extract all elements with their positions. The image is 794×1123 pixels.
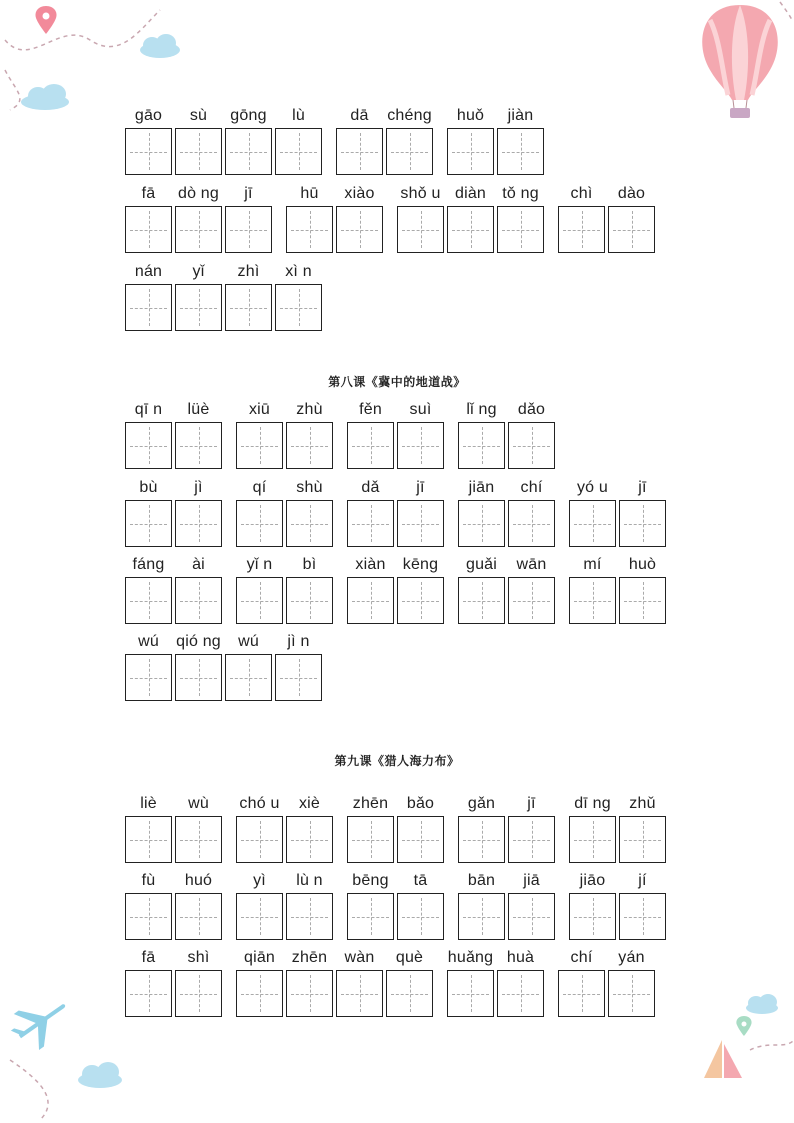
tianzige-writing-box[interactable]	[236, 893, 283, 940]
pinyin-syllable: dào	[617, 185, 646, 202]
tianzige-writing-box[interactable]	[508, 816, 555, 863]
writing-boxes	[569, 577, 666, 624]
bottom-right-decoration	[690, 990, 794, 1123]
pinyin-syllable: yì	[253, 872, 266, 889]
dashed-path-icon	[5, 70, 20, 110]
word-group	[125, 794, 222, 874]
tianzige-writing-box[interactable]	[236, 577, 283, 624]
pinyin-syllable: bǎo	[406, 795, 435, 812]
tianzige-writing-box[interactable]	[458, 500, 505, 547]
word-group	[286, 184, 383, 264]
pinyin-syllable: fù	[141, 872, 156, 889]
pinyin-syllable: hū	[300, 185, 319, 202]
pinyin-syllable: qí	[252, 479, 267, 496]
writing-boxes	[458, 422, 555, 469]
pinyin-syllable: suì	[409, 401, 432, 418]
pinyin-syllable: xiào	[344, 185, 375, 202]
tianzige-writing-box[interactable]	[386, 128, 433, 175]
pinyin-syllable: bān	[467, 872, 496, 889]
writing-boxes	[569, 500, 666, 547]
writing-boxes	[397, 206, 544, 253]
word-group	[447, 106, 544, 186]
writing-boxes	[125, 577, 222, 624]
writing-boxes	[236, 500, 333, 547]
writing-boxes	[236, 577, 333, 624]
tianzige-writing-box[interactable]	[397, 816, 444, 863]
tianzige-writing-box[interactable]	[125, 970, 172, 1017]
tianzige-writing-box[interactable]	[286, 422, 333, 469]
tianzige-writing-box[interactable]	[175, 577, 222, 624]
tianzige-writing-box[interactable]	[569, 500, 616, 547]
word-group	[569, 555, 666, 635]
word-group	[125, 948, 222, 1028]
tianzige-writing-box[interactable]	[175, 500, 222, 547]
tianzige-writing-box[interactable]	[125, 422, 172, 469]
pinyin-syllable: kēng	[402, 556, 439, 573]
writing-boxes	[236, 893, 333, 940]
word-group	[125, 871, 222, 951]
pinyin-syllable: jī	[638, 479, 647, 496]
pinyin-syllable: xiū	[248, 401, 271, 418]
tianzige-writing-box[interactable]	[569, 577, 616, 624]
word-group	[458, 478, 555, 558]
tianzige-writing-box[interactable]	[236, 500, 283, 547]
location-pin-icon	[35, 6, 56, 34]
pinyin-syllable: mí	[583, 556, 602, 573]
tianzige-writing-box[interactable]	[225, 654, 272, 701]
tianzige-writing-box[interactable]	[286, 500, 333, 547]
word-group	[458, 871, 555, 951]
tianzige-writing-box[interactable]	[497, 970, 544, 1017]
word-group	[236, 794, 333, 874]
tianzige-writing-box[interactable]	[458, 816, 505, 863]
tianzige-writing-box[interactable]	[386, 970, 433, 1017]
pinyin-syllable: xiàn	[355, 556, 386, 573]
word-group	[125, 400, 222, 480]
dashed-path-icon	[5, 10, 160, 50]
word-group	[236, 555, 333, 635]
word-group	[347, 794, 444, 874]
dashed-path-icon	[750, 1040, 794, 1050]
tianzige-writing-box[interactable]	[225, 206, 272, 253]
tianzige-writing-box[interactable]	[608, 206, 655, 253]
pinyin-syllable: wù	[188, 795, 209, 812]
tianzige-writing-box[interactable]	[336, 970, 383, 1017]
pinyin-syllable: sù	[189, 107, 208, 124]
writing-boxes	[347, 422, 444, 469]
writing-boxes	[347, 816, 444, 863]
pinyin-syllable: huò	[628, 556, 657, 573]
lesson-title: 第九课《猎人海力布》	[334, 754, 460, 768]
hot-air-balloon-decoration	[680, 0, 794, 130]
pinyin-syllable: lù	[292, 107, 305, 124]
cloud-icon	[21, 84, 69, 110]
pinyin-syllable: zhēn	[291, 949, 328, 966]
pinyin-syllable: jiā	[523, 872, 540, 889]
pinyin-syllable: qī n	[134, 401, 163, 418]
word-group	[347, 555, 444, 635]
writing-boxes	[125, 422, 222, 469]
pinyin-syllable: shù	[296, 479, 323, 496]
tianzige-writing-box[interactable]	[125, 500, 172, 547]
writing-boxes	[558, 970, 655, 1017]
pinyin-syllable: huǎng	[447, 949, 494, 966]
tianzige-writing-box[interactable]	[175, 816, 222, 863]
pinyin-syllable: lüè	[187, 401, 210, 418]
pinyin-syllable: lǐ ng	[466, 401, 497, 418]
word-group	[236, 478, 333, 558]
pinyin-syllable: qiān	[243, 949, 276, 966]
writing-boxes	[569, 816, 666, 863]
pinyin-syllable: xiè	[298, 795, 321, 812]
writing-boxes	[125, 128, 322, 175]
tianzige-writing-box[interactable]	[458, 577, 505, 624]
cloud-icon	[78, 1062, 122, 1088]
tianzige-writing-box[interactable]	[175, 206, 222, 253]
tianzige-writing-box[interactable]	[347, 816, 394, 863]
pinyin-syllable: guǎi	[465, 556, 498, 573]
pinyin-syllable: fáng	[132, 556, 165, 573]
tianzige-writing-box[interactable]	[286, 893, 333, 940]
pinyin-syllable: ài	[192, 556, 205, 573]
tianzige-writing-box[interactable]	[236, 970, 283, 1017]
tianzige-writing-box[interactable]	[347, 577, 394, 624]
pinyin-syllable: lù n	[296, 872, 323, 889]
pinyin-syllable: liè	[140, 795, 157, 812]
tianzige-writing-box[interactable]	[508, 577, 555, 624]
word-group	[236, 400, 333, 480]
tianzige-writing-box[interactable]	[497, 128, 544, 175]
writing-boxes	[125, 284, 322, 331]
pinyin-syllable: dǎo	[517, 401, 546, 418]
tianzige-writing-box[interactable]	[286, 577, 333, 624]
dashed-path-icon	[10, 1060, 48, 1120]
writing-boxes	[236, 970, 433, 1017]
pinyin-syllable: nán	[134, 263, 163, 280]
writing-boxes	[336, 128, 433, 175]
writing-boxes	[569, 893, 666, 940]
tianzige-writing-box[interactable]	[347, 893, 394, 940]
cloud-icon	[746, 994, 778, 1014]
airplane-icon	[4, 990, 78, 1057]
tianzige-writing-box[interactable]	[286, 206, 333, 253]
writing-boxes	[125, 816, 222, 863]
tianzige-writing-box[interactable]	[397, 577, 444, 624]
writing-boxes	[458, 816, 555, 863]
pinyin-syllable: yǐ	[192, 263, 205, 280]
tianzige-writing-box[interactable]	[175, 284, 222, 331]
tianzige-writing-box[interactable]	[125, 128, 172, 175]
pinyin-syllable: bēng	[352, 872, 389, 889]
writing-boxes	[125, 654, 322, 701]
pinyin-syllable: yán	[618, 949, 645, 966]
tianzige-writing-box[interactable]	[275, 654, 322, 701]
pinyin-syllable: jì	[194, 479, 203, 496]
tianzige-writing-box[interactable]	[347, 500, 394, 547]
tianzige-writing-box[interactable]	[397, 422, 444, 469]
pinyin-syllable: jiàn	[507, 107, 534, 124]
tianzige-writing-box[interactable]	[508, 500, 555, 547]
writing-boxes	[236, 422, 333, 469]
pinyin-syllable: huǒ	[456, 107, 485, 124]
pinyin-syllable: jī	[527, 795, 536, 812]
word-group	[125, 632, 322, 712]
pinyin-syllable: dǎ	[361, 479, 380, 496]
tianzige-writing-box[interactable]	[125, 284, 172, 331]
tianzige-writing-box[interactable]	[619, 577, 666, 624]
tianzige-writing-box[interactable]	[458, 893, 505, 940]
pinyin-syllable: zhì	[237, 263, 260, 280]
sailboat-icon	[704, 1040, 742, 1078]
pinyin-syllable: jiān	[468, 479, 495, 496]
tianzige-writing-box[interactable]	[175, 128, 222, 175]
tianzige-writing-box[interactable]	[275, 128, 322, 175]
writing-boxes	[286, 206, 383, 253]
tianzige-writing-box[interactable]	[447, 970, 494, 1017]
writing-boxes	[125, 500, 222, 547]
word-group	[236, 948, 433, 1028]
pinyin-syllable: chì	[570, 185, 593, 202]
pinyin-syllable: dā	[350, 107, 369, 124]
tianzige-writing-box[interactable]	[397, 500, 444, 547]
word-group	[397, 184, 544, 264]
pinyin-syllable: fā	[141, 949, 156, 966]
pinyin-syllable: zhù	[296, 401, 323, 418]
tianzige-writing-box[interactable]	[275, 284, 322, 331]
pinyin-syllable: fā	[141, 185, 156, 202]
word-group	[569, 478, 666, 558]
tianzige-writing-box[interactable]	[175, 893, 222, 940]
writing-boxes	[347, 577, 444, 624]
pinyin-syllable: chí	[520, 479, 543, 496]
word-group	[336, 106, 433, 186]
tianzige-writing-box[interactable]	[397, 206, 444, 253]
writing-boxes	[458, 577, 555, 624]
word-group	[569, 794, 666, 874]
tianzige-writing-box[interactable]	[225, 128, 272, 175]
pinyin-syllable: fěn	[359, 401, 382, 418]
tianzige-writing-box[interactable]	[608, 970, 655, 1017]
cloud-icon	[140, 34, 180, 58]
word-group	[125, 184, 272, 264]
pinyin-syllable: xì n	[285, 263, 312, 280]
tianzige-writing-box[interactable]	[508, 422, 555, 469]
word-group	[458, 555, 555, 635]
tianzige-writing-box[interactable]	[336, 128, 383, 175]
tianzige-writing-box[interactable]	[286, 816, 333, 863]
pinyin-syllable: chó u	[239, 795, 280, 812]
pinyin-syllable: tǒ ng	[502, 185, 539, 202]
tianzige-writing-box[interactable]	[558, 970, 605, 1017]
pinyin-syllable: gāo	[134, 107, 163, 124]
pinyin-syllable: jiāo	[579, 872, 606, 889]
word-group	[347, 400, 444, 480]
tianzige-writing-box[interactable]	[236, 422, 283, 469]
pinyin-syllable: diàn	[454, 185, 487, 202]
pinyin-syllable: huà	[506, 949, 535, 966]
writing-boxes	[458, 500, 555, 547]
writing-boxes	[125, 893, 222, 940]
top-left-decoration	[0, 0, 200, 120]
word-group	[458, 400, 555, 480]
pinyin-syllable: jì n	[287, 633, 310, 650]
pinyin-syllable: jí	[638, 872, 647, 889]
pinyin-syllable: zhēn	[352, 795, 389, 812]
writing-boxes	[447, 128, 544, 175]
writing-boxes	[447, 970, 544, 1017]
word-group	[347, 871, 444, 951]
tianzige-writing-box[interactable]	[458, 422, 505, 469]
tianzige-writing-box[interactable]	[619, 893, 666, 940]
word-group	[125, 262, 322, 342]
word-group	[125, 106, 322, 186]
pinyin-syllable: chí	[570, 949, 593, 966]
tianzige-writing-box[interactable]	[286, 970, 333, 1017]
pinyin-syllable: qió ng	[176, 633, 221, 650]
pinyin-syllable: tā	[413, 872, 428, 889]
tianzige-writing-box[interactable]	[347, 422, 394, 469]
pinyin-syllable: gǎn	[467, 795, 496, 812]
pinyin-syllable: chéng	[387, 107, 432, 124]
word-group	[558, 948, 655, 1028]
word-group	[558, 184, 655, 264]
tianzige-writing-box[interactable]	[175, 970, 222, 1017]
tianzige-writing-box[interactable]	[125, 654, 172, 701]
tianzige-writing-box[interactable]	[619, 816, 666, 863]
pinyin-syllable: wú	[238, 633, 259, 650]
pinyin-syllable: wàn	[344, 949, 375, 966]
tianzige-writing-box[interactable]	[497, 206, 544, 253]
word-group	[569, 871, 666, 951]
tianzige-writing-box[interactable]	[397, 893, 444, 940]
pinyin-syllable: wān	[516, 556, 547, 573]
pinyin-syllable: huó	[184, 872, 213, 889]
word-group	[347, 478, 444, 558]
tianzige-writing-box[interactable]	[175, 654, 222, 701]
word-group	[125, 478, 222, 558]
tianzige-writing-box[interactable]	[619, 500, 666, 547]
pinyin-syllable: shì	[187, 949, 210, 966]
pinyin-syllable: bù	[139, 479, 158, 496]
tianzige-writing-box[interactable]	[447, 206, 494, 253]
tianzige-writing-box[interactable]	[125, 816, 172, 863]
writing-boxes	[236, 816, 333, 863]
lesson-title: 第八课《冀中的地道战》	[328, 375, 466, 389]
pinyin-syllable: jī	[244, 185, 253, 202]
tianzige-writing-box[interactable]	[175, 422, 222, 469]
pinyin-syllable: dò ng	[177, 185, 220, 202]
tianzige-writing-box[interactable]	[569, 816, 616, 863]
pinyin-syllable: jī	[416, 479, 425, 496]
tianzige-writing-box[interactable]	[125, 206, 172, 253]
writing-boxes	[558, 206, 655, 253]
pinyin-syllable: shǒ u	[400, 185, 441, 202]
writing-boxes	[458, 893, 555, 940]
tianzige-writing-box[interactable]	[125, 577, 172, 624]
writing-boxes	[125, 206, 272, 253]
pinyin-syllable: yó u	[576, 479, 609, 496]
writing-boxes	[125, 970, 222, 1017]
tianzige-writing-box[interactable]	[125, 893, 172, 940]
pinyin-syllable: bì	[302, 556, 317, 573]
tianzige-writing-box[interactable]	[569, 893, 616, 940]
tianzige-writing-box[interactable]	[508, 893, 555, 940]
tianzige-writing-box[interactable]	[447, 128, 494, 175]
word-group	[447, 948, 544, 1028]
tianzige-writing-box[interactable]	[236, 816, 283, 863]
pinyin-syllable: gōng	[230, 107, 267, 124]
pinyin-syllable: dī ng	[574, 795, 611, 812]
pinyin-syllable: wú	[138, 633, 159, 650]
word-group	[458, 794, 555, 874]
word-group	[125, 555, 222, 635]
pinyin-syllable: yǐ n	[246, 556, 273, 573]
tianzige-writing-box[interactable]	[558, 206, 605, 253]
writing-boxes	[347, 500, 444, 547]
pinyin-syllable: què	[395, 949, 424, 966]
location-pin-icon	[736, 1016, 751, 1036]
tianzige-writing-box[interactable]	[225, 284, 272, 331]
word-group	[236, 871, 333, 951]
pinyin-syllable: zhǔ	[629, 795, 656, 812]
tianzige-writing-box[interactable]	[336, 206, 383, 253]
writing-boxes	[347, 893, 444, 940]
